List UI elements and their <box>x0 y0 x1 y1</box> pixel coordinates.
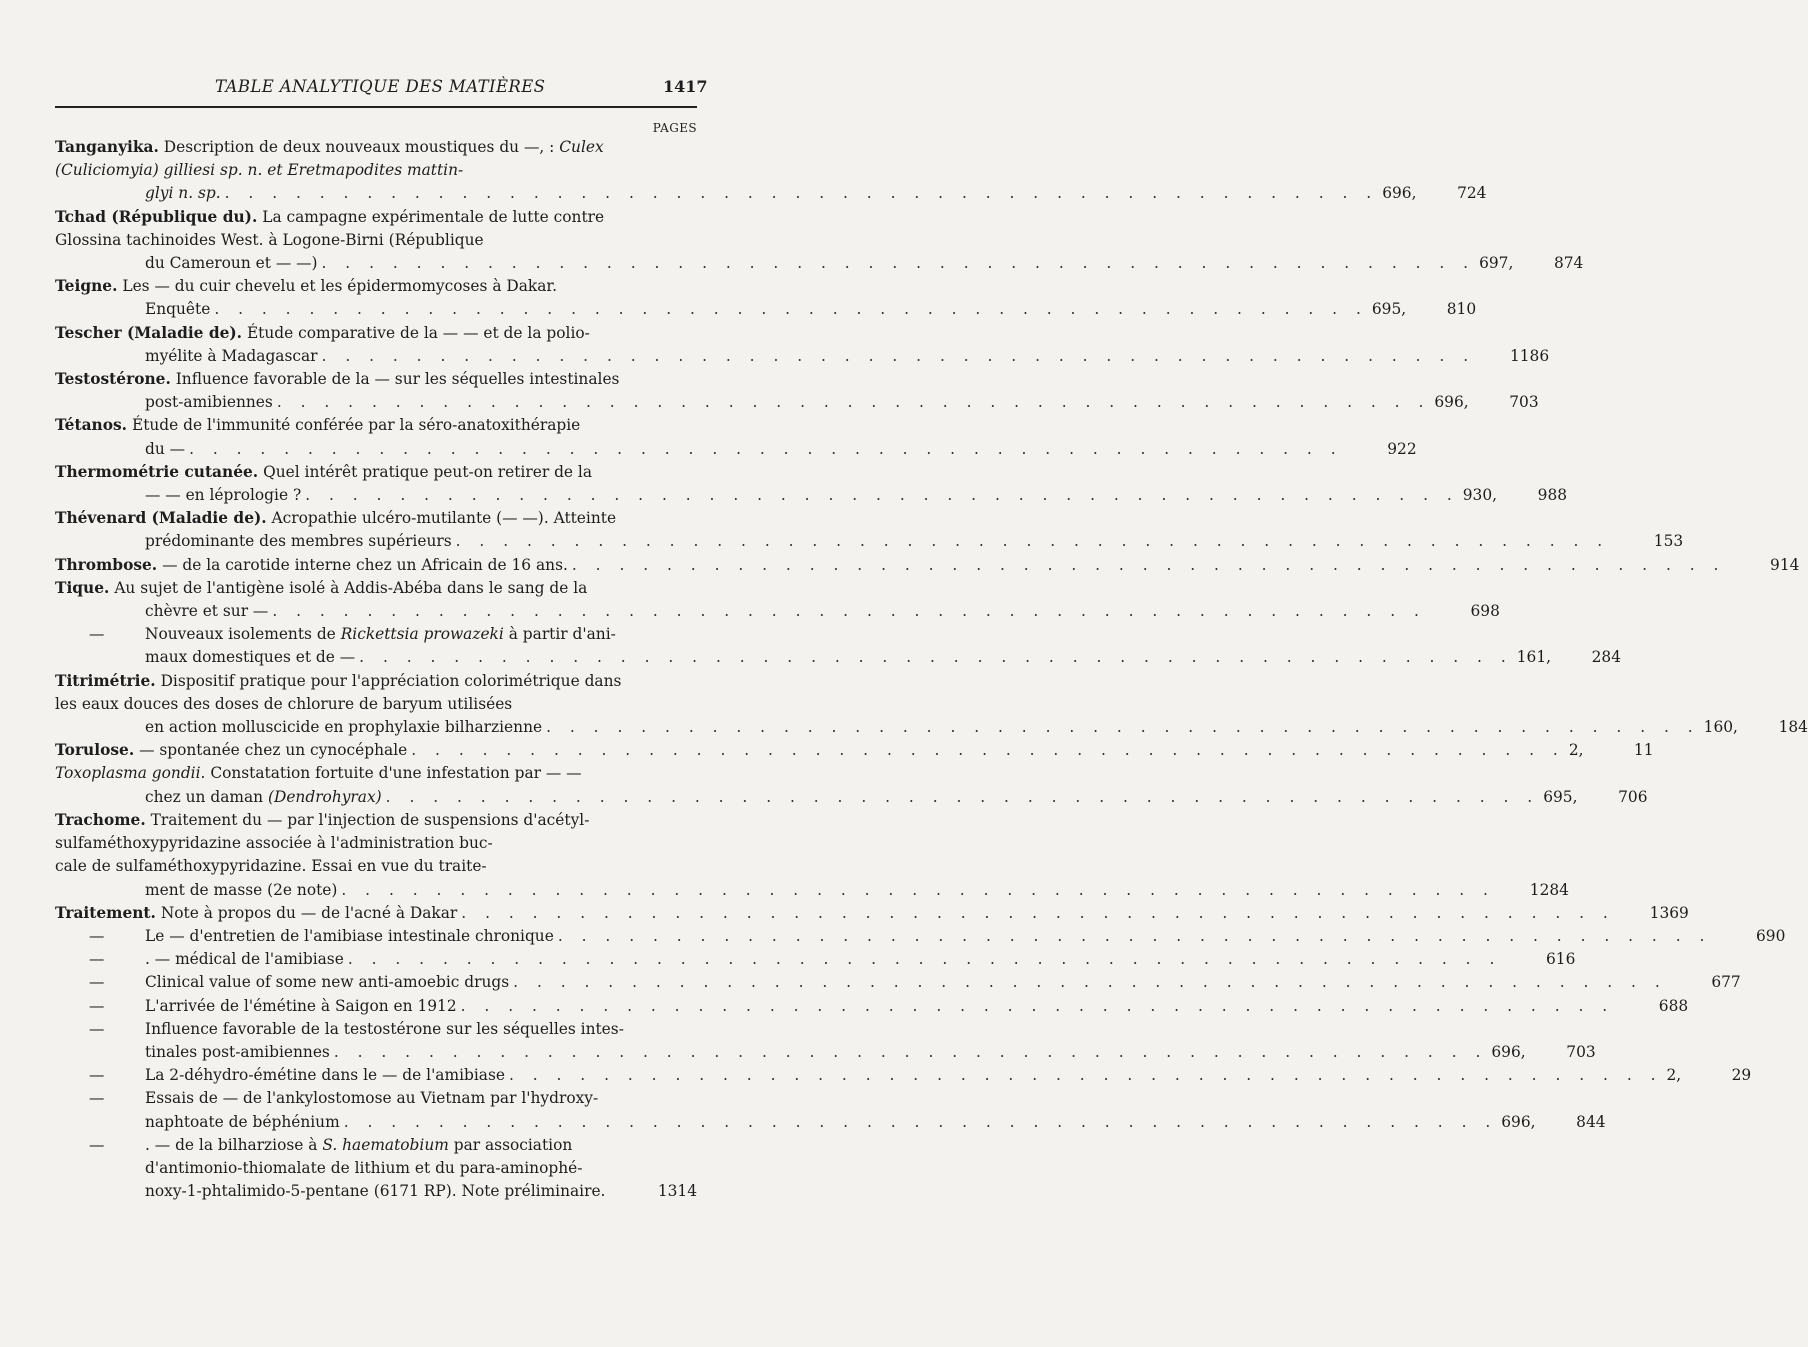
page-reference: 1186 <box>1509 346 1550 365</box>
page-reference: 1284 <box>1529 880 1569 899</box>
index-subentry-traitement: — Le — d'entretien de l'amibiase intestinale chronique . . . . . . . . . . . . . . . . . . . . . . . . . . . . . . . . . . . . . . . . . . . . . . . . . 690 <box>55 925 697 948</box>
page-reference: 29 <box>1731 1066 1752 1085</box>
repeat-dash: — <box>89 950 105 969</box>
repeat-dash: — <box>89 1089 105 1108</box>
page-reference: 11 <box>1633 741 1654 760</box>
dot-leader: . . . . . . . . . . . . . . . . . . . . . . . . . . . . . . . . . . . . . . . . . . . . . . . . . <box>513 973 1667 992</box>
index-entry-toxoplasma: Toxoplasma gondii. Constatation fortuite d'une infestation par — — chez un daman (Dendrohyrax) . . . . . . . . . . . . . . . . . . . . . . . . . . . . . . . . . . . . . . . . . . . . . . . . . 695, 706 <box>55 762 697 808</box>
index-entry-tescher: Tescher (Maladie de). Étude comparative de la — — et de la polio- myélite à Madagascar . . . . . . . . . . . . . . . . . . . . . . . . . . . . . . . . . . . . . . . . . . . . . . . . . 1186 <box>55 322 697 368</box>
index-entry-teigne: Teigne. Les — du cuir chevelu et les épidermomycoses à Dakar. Enquête . . . . . . . . . . . . . . . . . . . . . . . . . . . . . . . . . . . . . . . . . . . . . . . . . 695, 810 <box>55 275 697 321</box>
dot-leader: . . . . . . . . . . . . . . . . . . . . . . . . . . . . . . . . . . . . . . . . . . . . . . . . . <box>272 602 1426 621</box>
header-rule <box>55 106 697 108</box>
page-number: 1417 <box>663 77 708 96</box>
repeat-dash: — <box>89 1019 105 1038</box>
index-entries <box>55 136 1808 1203</box>
repeat-dash: — <box>89 973 105 992</box>
dot-leader: . . . . . . . . . . . . . . . . . . . . . . . . . . . . . . . . . . . . . . . . . . . . . . . . . <box>276 393 1431 412</box>
page-reference: 988 <box>1537 486 1568 505</box>
dot-leader: . . . . . . . . . . . . . . . . . . . . . . . . . . . . . . . . . . . . . . . . . . . . . . . . . <box>359 648 1513 667</box>
page-reference: 284 <box>1591 648 1622 667</box>
repeat-dash: — <box>89 1135 105 1154</box>
index-subentry-tique: — Nouveaux isolements de Rickettsia prowazeki à partir d'ani- maux domestiques et de — . . . . . . . . . . . . . . . . . . . . . . . . . . . . . . . . . . . . . . . . . . . . . . . . . 161, 284 <box>55 623 697 669</box>
page-reference: 184 <box>1778 718 1808 737</box>
entry-term: Titrimétrie. <box>55 671 156 690</box>
entry-term: Testostérone. <box>55 370 171 389</box>
entry-term: Toxoplasma gondii. <box>55 764 206 783</box>
dot-leader: . . . . . . . . . . . . . . . . . . . . . . . . . . . . . . . . . . . . . . . . . . . . . . . . . <box>571 555 1726 574</box>
index-subentry-traitement: — Clinical value of some new anti-amoebic drugs . . . . . . . . . . . . . . . . . . . . . . . . . . . . . . . . . . . . . . . . . . . . . . . . . 677 <box>55 971 697 994</box>
dot-leader: . . . . . . . . . . . . . . . . . . . . . . . . . . . . . . . . . . . . . . . . . . . . . . . . . <box>224 184 1379 203</box>
pages-column-label: PAGES <box>652 121 697 135</box>
index-entry-titrimetrie: Titrimétrie. Dispositif pratique pour l'appréciation colorimétrique dans les eaux douces des doses de chlorure de baryum utilisées en action molluscicide en prophylaxie bilharzienne . . . . . . . . . . . . . . . . . . . . . . . . . . . . . . . . . . . . . . . . . . . . . . . . . 160, 184 <box>55 670 697 740</box>
entry-term: Tétanos. <box>55 416 128 435</box>
entry-term: Thévenard (Maladie de). <box>55 509 267 528</box>
page-reference: 706 <box>1618 787 1648 806</box>
page-reference: 690 <box>1756 926 1786 945</box>
index-entry-tanganyika: Tanganyika. Description de deux nouveaux moustiques du —, : Culex (Culiciomyia) gilliesi sp. n. et Eretmapodites mattin- glyi n. sp. . . . . . . . . . . . . . . . . . . . . . . . . . . . . . . . . . . . . . . . . . . . . . . . . . 696, 724 <box>55 136 697 206</box>
page-reference: 703 <box>1509 393 1539 412</box>
dot-leader: . . . . . . . . . . . . . . . . . . . . . . . . . . . . . . . . . . . . . . . . . . . . . . . . . <box>557 926 1712 945</box>
index-entry-thevenard: Thévenard (Maladie de). Acropathie ulcéro-mutilante (— —). Atteinte prédominante des membres supérieurs . . . . . . . . . . . . . . . . . . . . . . . . . . . . . . . . . . . . . . . . . . . . . . . . . 153 <box>55 507 697 553</box>
page-reference: 844 <box>1576 1112 1606 1131</box>
dot-leader: . . . . . . . . . . . . . . . . . . . . . . . . . . . . . . . . . . . . . . . . . . . . . . . . . <box>343 1112 1498 1131</box>
index-entry-thrombose: Thrombose. — de la carotide interne chez un Africain de 16 ans. . . . . . . . . . . . . . . . . . . . . . . . . . . . . . . . . . . . . . . . . . . . . . . . . . 914 <box>55 554 697 577</box>
index-subentry-traitement: — L'arrivée de l'émétine à Saigon en 1912 . . . . . . . . . . . . . . . . . . . . . . . . . . . . . . . . . . . . . . . . . . . . . . . . . 688 <box>55 995 697 1018</box>
index-subentry-traitement: — . — médical de l'amibiase . . . . . . . . . . . . . . . . . . . . . . . . . . . . . . . . . . . . . . . . . . . . . . . . . 616 <box>55 948 697 971</box>
entry-term: Tchad (République du). <box>55 207 258 226</box>
repeat-dash: — <box>89 926 105 945</box>
index-entry-torulose: Torulose. — spontanée chez un cynocéphale . . . . . . . . . . . . . . . . . . . . . . . . . . . . . . . . . . . . . . . . . . . . . . . . . 2, 11 <box>55 739 697 762</box>
dot-leader: . . . . . . . . . . . . . . . . . . . . . . . . . . . . . . . . . . . . . . . . . . . . . . . . . <box>508 1066 1663 1085</box>
page-reference: 616 <box>1545 950 1576 969</box>
dot-leader: . . . . . . . . . . . . . . . . . . . . . . . . . . . . . . . . . . . . . . . . . . . . . . . . . <box>321 346 1476 365</box>
entry-term: Trachome. <box>55 810 146 829</box>
dot-leader: . . . . . . . . . . . . . . . . . . . . . . . . . . . . . . . . . . . . . . . . . . . . . . . . . <box>321 254 1476 273</box>
running-header-title: TABLE ANALYTIQUE DES MATIÈRES <box>215 77 546 96</box>
page-reference: 922 <box>1387 439 1417 458</box>
index-entry-trachome: Trachome. Traitement du — par l'injection de suspensions d'acétyl- sulfaméthoxypyridazine associée à l'administration buc- cale de sulfaméthoxypyridazine. Essai en vue du traite- ment de masse (2e note) . . . . . . . . . . . . . . . . . . . . . . . . . . . . . . . . . . . . . . . . . . . . . . . . . 1284 <box>55 809 697 902</box>
repeat-dash: — <box>89 996 105 1015</box>
dot-leader: . . . . . . . . . . . . . . . . . . . . . . . . . . . . . . . . . . . . . . . . . . . . . . . . . <box>455 532 1610 551</box>
index-entry-thermometrie: Thermométrie cutanée. Quel intérêt pratique peut-on retirer de la — — en léprologie ? . . . . . . . . . . . . . . . . . . . . . . . . . . . . . . . . . . . . . . . . . . . . . . . . . 930, 988 <box>55 461 697 507</box>
page-reference: 677 <box>1711 973 1741 992</box>
page-reference: 703 <box>1566 1042 1596 1061</box>
index-subentry-traitement: — Influence favorable de la testostérone sur les séquelles intes- tinales post-amibiennes . . . . . . . . . . . . . . . . . . . . . . . . . . . . . . . . . . . . . . . . . . . . . . . . . 696, 703 <box>55 1018 697 1064</box>
index-entry-tchad: Tchad (République du). La campagne expérimentale de lutte contre Glossina tachinoides West. à Logone-Birni (République du Cameroun et — —) . . . . . . . . . . . . . . . . . . . . . . . . . . . . . . . . . . . . . . . . . . . . . . . . . 697, 874 <box>55 206 697 276</box>
dot-leader: . . . . . . . . . . . . . . . . . . . . . . . . . . . . . . . . . . . . . . . . . . . . . . . . . <box>460 996 1615 1015</box>
traitement-subentries <box>55 925 1786 1134</box>
entry-term: Tique. <box>55 578 110 597</box>
entry-term: Tescher (Maladie de). <box>55 323 243 342</box>
page-reference: 724 <box>1457 184 1487 203</box>
page-reference: 153 <box>1653 532 1684 551</box>
entry-term: Thermométrie cutanée. <box>55 462 259 481</box>
entry-term: Teigne. <box>55 277 118 296</box>
page-reference: 1314 <box>657 1182 697 1201</box>
index-entry-tetanos: Tétanos. Étude de l'immunité conférée par la séro-anatoxithérapie du — . . . . . . . . . . . . . . . . . . . . . . . . . . . . . . . . . . . . . . . . . . . . . . . . . 922 <box>55 414 697 460</box>
index-subentry-traitement: — La 2-déhydro-émétine dans le — de l'amibiase . . . . . . . . . . . . . . . . . . . . . . . . . . . . . . . . . . . . . . . . . . . . . . . . . 2, 29 <box>55 1064 697 1087</box>
entry-term: Tanganyika. <box>55 138 159 156</box>
dot-leader: . . . . . . . . . . . . . . . . . . . . . . . . . . . . . . . . . . . . . . . . . . . . . . . . . <box>189 439 1343 458</box>
index-entry-traitement: Traitement. Note à propos du — de l'acné à Dakar . . . . . . . . . . . . . . . . . . . . . . . . . . . . . . . . . . . . . . . . . . . . . . . . . 1369 <box>55 902 697 925</box>
dot-leader: . . . . . . . . . . . . . . . . . . . . . . . . . . . . . . . . . . . . . . . . . . . . . . . . . <box>385 787 1540 806</box>
entry-term: Thrombose. <box>55 555 158 574</box>
repeat-dash: — <box>89 1066 105 1085</box>
index-subentry-traitement-bilharziose: — . — de la bilharziose à S. haematobium par association d'antimonio-thiomalate de lithium et du para-aminophé- noxy-1-phtalimido-5-pentane (6171 RP). Note préliminaire. 1314 <box>55 1134 697 1204</box>
entry-term: Torulose. <box>55 741 135 760</box>
page-reference: 688 <box>1658 996 1689 1015</box>
dot-leader: . . . . . . . . . . . . . . . . . . . . . . . . . . . . . . . . . . . . . . . . . . . . . . . . . <box>214 300 1368 319</box>
page-reference: 874 <box>1553 254 1584 273</box>
page-reference: 810 <box>1446 300 1477 319</box>
index-entry-testosterone: Testostérone. Influence favorable de la — sur les séquelles intestinales post-amibiennes . . . . . . . . . . . . . . . . . . . . . . . . . . . . . . . . . . . . . . . . . . . . . . . . . 696, 703 <box>55 368 697 414</box>
page-reference: 914 <box>1770 555 1800 574</box>
page-reference: 698 <box>1470 602 1500 621</box>
page-reference: 1369 <box>1649 903 1689 922</box>
index-subentry-traitement: — Essais de — de l'ankylostomose au Vietnam par l'hydroxy- naphtoate de béphénium . . . . . . . . . . . . . . . . . . . . . . . . . . . . . . . . . . . . . . . . . . . . . . . . . 696, 844 <box>55 1087 697 1133</box>
dot-leader: . . . . . . . . . . . . . . . . . . . . . . . . . . . . . . . . . . . . . . . . . . . . . . . . . <box>341 880 1495 899</box>
repeat-dash: — <box>89 625 105 644</box>
entry-term: Traitement. <box>55 903 156 922</box>
dot-leader: . . . . . . . . . . . . . . . . . . . . . . . . . . . . . . . . . . . . . . . . . . . . . . . . . <box>461 903 1615 922</box>
dot-leader: . . . . . . . . . . . . . . . . . . . . . . . . . . . . . . . . . . . . . . . . . . . . . . . . . <box>546 718 1700 737</box>
dot-leader: . . . . . . . . . . . . . . . . . . . . . . . . . . . . . . . . . . . . . . . . . . . . . . . . . <box>411 741 1565 760</box>
dot-leader: . . . . . . . . . . . . . . . . . . . . . . . . . . . . . . . . . . . . . . . . . . . . . . . . . <box>347 950 1502 969</box>
dot-leader: . . . . . . . . . . . . . . . . . . . . . . . . . . . . . . . . . . . . . . . . . . . . . . . . . <box>333 1042 1488 1061</box>
dot-leader: . . . . . . . . . . . . . . . . . . . . . . . . . . . . . . . . . . . . . . . . . . . . . . . . . <box>305 486 1459 505</box>
index-entry-tique: Tique. Au sujet de l'antigène isolé à Addis-Abéba dans le sang de la chèvre et sur — . . . . . . . . . . . . . . . . . . . . . . . . . . . . . . . . . . . . . . . . . . . . . . . . . 698 <box>55 577 697 623</box>
